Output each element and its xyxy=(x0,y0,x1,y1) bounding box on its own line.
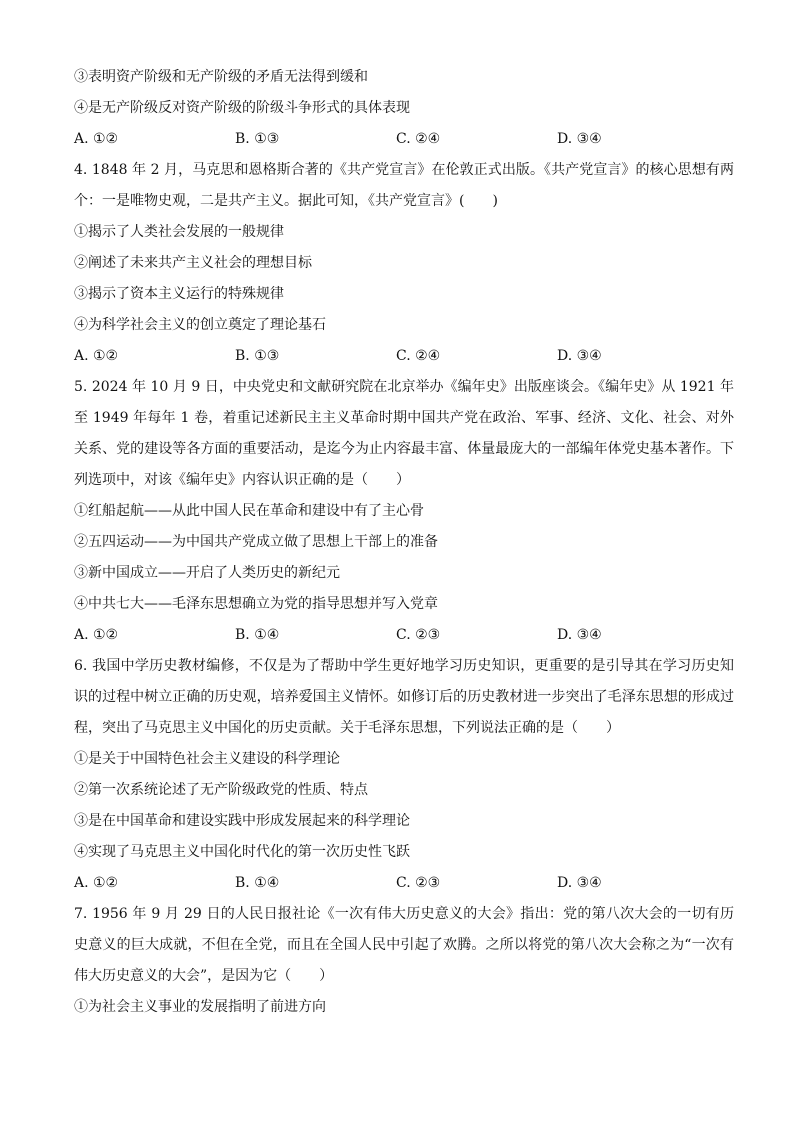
q4-options xyxy=(74,341,734,372)
q4-option-b: B. ①③ xyxy=(235,348,280,364)
q5-option-c: C. ②③ xyxy=(396,627,441,643)
q6-item-1: ①是关于中国特色社会主义建设的科学理论 xyxy=(74,751,340,767)
q3-option-b: B. ①③ xyxy=(235,131,280,147)
page-content xyxy=(74,62,734,1023)
q6-item-2: ②第一次系统论述了无产阶级政党的性质、特点 xyxy=(74,782,368,798)
q3-option-a: A. ①② xyxy=(74,131,119,147)
q3-option-c: C. ②④ xyxy=(396,131,441,147)
q6-options xyxy=(74,868,734,899)
q7-item-1: ①为社会主义事业的发展指明了前进方向 xyxy=(74,999,326,1015)
q4-option-a: A. ①② xyxy=(74,348,119,364)
q5-item-4: ④中共七大——毛泽东思想确立为党的指导思想并写入党章 xyxy=(74,596,438,612)
q3-item-3: ③表明资产阶级和无产阶级的矛盾无法得到缓和 xyxy=(74,69,368,85)
q6-option-d: D. ③④ xyxy=(557,875,602,891)
q4-item-3: ③揭示了资本主义运行的特殊规律 xyxy=(74,286,284,302)
q5-option-a: A. ①② xyxy=(74,627,119,643)
q5-stem: 5. 2024 年 10 月 9 日，中央党史和文献研究院在北京举办《编年史》出版座谈会。《编年史》从 1921 年至 1949 年每年 1 卷，着重记述新民主主义革命时期中国共产党在政治、军事、经济、文化、社会、对外关系、党的建设等各方面的重要活动，是迄今为止内容最丰富、体量最庞大的一部编年体党史基本著作。下列选项中，对该《编年史》内容认识正确的是（ ） xyxy=(74,379,734,488)
q4-item-1: ①揭示了人类社会发展的一般规律 xyxy=(74,224,284,240)
q4-option-c: C. ②④ xyxy=(396,348,441,364)
q5-option-b: B. ①④ xyxy=(235,627,280,643)
q5-item-2: ②五四运动——为中国共产党成立做了思想上干部上的准备 xyxy=(74,534,438,550)
q7-stem: 7. 1956 年 9 月 29 日的人民日报社论《一次有伟大历史意义的大会》指出：党的第八次大会的一切有历史意义的巨大成就，不但在全党，而且在全国人民中引起了欢腾。之所以将党的第八次大会称之为“一次有伟大历史意义的大会”，是因为它（ ） xyxy=(74,906,734,984)
q3-options xyxy=(74,124,734,155)
q5-item-3: ③新中国成立——开启了人类历史的新纪元 xyxy=(74,565,340,581)
question-3 xyxy=(74,62,734,155)
q3-item-4: ④是无产阶级反对资产阶级的阶级斗争形式的具体表现 xyxy=(74,100,410,116)
q6-option-b: B. ①④ xyxy=(235,875,280,891)
question-6 xyxy=(74,651,734,899)
q6-option-c: C. ②③ xyxy=(396,875,441,891)
q4-item-2: ②阐述了未来共产主义社会的理想目标 xyxy=(74,255,312,271)
q4-stem: 4. 1848 年 2 月，马克思和恩格斯合著的《共产党宣言》在伦敦正式出版。《共产党宣言》的核心思想有两个：一是唯物史观，二是共产主义。据此可知，《共产党宣言》( ) xyxy=(74,162,734,209)
q5-option-d: D. ③④ xyxy=(557,627,602,643)
q6-option-a: A. ①② xyxy=(74,875,119,891)
q6-item-3: ③是在中国革命和建设实践中形成发展起来的科学理论 xyxy=(74,813,410,829)
q6-stem: 6. 我国中学历史教材编修，不仅是为了帮助中学生更好地学习历史知识，更重要的是引导其在学习历史知识的过程中树立正确的历史观，培养爱国主义情怀。如修订后的历史教材进一步突出了毛泽东思想的形成过程，突出了马克思主义中国化的历史贡献。关于毛泽东思想，下列说法正确的是（ ） xyxy=(74,658,734,736)
question-5 xyxy=(74,372,734,651)
q5-item-1: ①红船起航——从此中国人民在革命和建设中有了主心骨 xyxy=(74,503,424,519)
q4-option-d: D. ③④ xyxy=(557,348,602,364)
q4-item-4: ④为科学社会主义的创立奠定了理论基石 xyxy=(74,317,326,333)
q3-option-d: D. ③④ xyxy=(557,131,602,147)
question-4 xyxy=(74,155,734,372)
question-7 xyxy=(74,899,734,1023)
q5-options xyxy=(74,620,734,651)
q6-item-4: ④实现了马克思主义中国化时代化的第一次历史性飞跃 xyxy=(74,844,410,860)
